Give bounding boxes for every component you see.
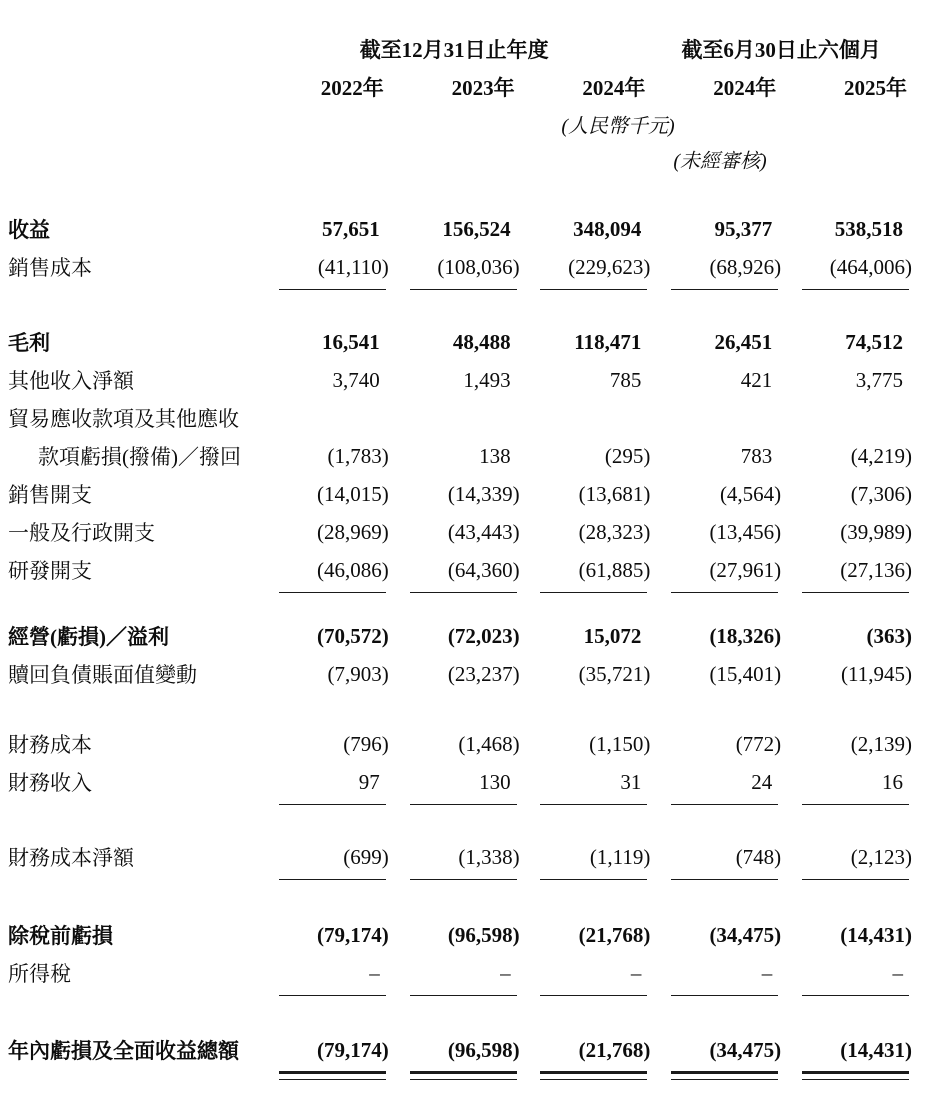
year-header-row <box>8 68 912 106</box>
amount-cell <box>258 1038 389 1063</box>
amount-value: 74,512 <box>845 329 903 354</box>
table-row <box>8 323 912 361</box>
amount-value: (13,456) <box>709 519 782 544</box>
amount-cell <box>258 770 389 795</box>
year-header-2024: 2024年 <box>582 76 646 100</box>
amount-cell <box>258 845 389 870</box>
amount-cell <box>258 217 389 242</box>
amount-value: – <box>630 960 642 985</box>
single-underline-row <box>8 286 912 302</box>
single-underline <box>540 995 647 996</box>
table-row <box>8 1031 912 1069</box>
single-underline-row <box>8 589 912 605</box>
amount-value: (43,443) <box>447 519 520 544</box>
double-underline <box>279 1071 386 1080</box>
financial-summary-table <box>8 30 912 1089</box>
table-row <box>8 655 912 693</box>
amount-cell <box>650 770 781 795</box>
amount-cell <box>258 558 389 583</box>
amount-value: 138 <box>479 443 511 468</box>
amount-cell <box>389 845 520 870</box>
single-underline <box>540 879 647 880</box>
double-underline-row <box>8 1069 912 1089</box>
row-spacer <box>8 817 912 838</box>
amount-value: (14,431) <box>840 922 912 947</box>
amount-cell <box>781 368 912 393</box>
amount-cell <box>389 662 520 687</box>
amount-value: (7,903) <box>327 661 389 686</box>
amount-value: (363) <box>866 623 912 648</box>
amount-value: 783 <box>740 443 773 468</box>
amount-value: (34,475) <box>709 1037 782 1062</box>
amount-value: (13,681) <box>578 481 651 506</box>
table-row <box>8 248 912 286</box>
amount-value: – <box>892 960 903 985</box>
period-group-interim: 截至6月30日止六個月 <box>681 38 881 62</box>
table-row <box>8 399 912 437</box>
amount-value: (27,136) <box>840 557 912 582</box>
amount-cell <box>781 482 912 507</box>
row-spacer <box>8 1008 912 1031</box>
row-label: 財務成本淨額 <box>8 846 134 870</box>
amount-cell <box>520 961 651 986</box>
double-underline <box>671 1071 778 1080</box>
row-label: 年內虧損及全面收益總額 <box>8 1039 239 1063</box>
row-spacer <box>8 693 912 725</box>
amount-cell <box>258 444 389 469</box>
double-underline <box>802 1071 909 1080</box>
amount-cell <box>650 330 781 355</box>
row-label: 毛利 <box>8 331 50 355</box>
amount-value: (2,123) <box>850 844 912 869</box>
single-underline-row <box>8 992 912 1008</box>
amount-value: (2,139) <box>850 731 912 756</box>
amount-cell <box>258 330 389 355</box>
amount-cell <box>650 520 781 545</box>
amount-value: (11,945) <box>841 661 912 686</box>
row-label: 研發開支 <box>8 559 92 583</box>
amount-cell <box>520 624 651 649</box>
amount-cell <box>650 845 781 870</box>
amount-cell <box>520 1038 651 1063</box>
amount-cell <box>650 961 781 986</box>
amount-value: (79,174) <box>317 922 389 947</box>
single-underline <box>802 289 909 290</box>
amount-value: (108,036) <box>437 254 520 279</box>
single-underline <box>279 804 386 805</box>
amount-cell <box>781 961 912 986</box>
table-row <box>8 838 912 876</box>
row-spacer <box>8 605 912 617</box>
amount-cell <box>258 732 389 757</box>
amount-cell <box>650 732 781 757</box>
row-label: 除稅前虧損 <box>8 924 113 948</box>
row-label: 經營(虧損)／溢利 <box>8 625 169 649</box>
amount-cell <box>520 923 651 948</box>
single-underline-row <box>8 801 912 817</box>
amount-value: 348,094 <box>573 216 642 241</box>
row-label: 銷售開支 <box>8 483 92 507</box>
amount-cell <box>258 368 389 393</box>
amount-cell <box>520 770 651 795</box>
amount-value: (1,468) <box>458 731 520 756</box>
row-label: 貿易應收款項及其他應收 <box>8 407 239 431</box>
amount-value: (1,150) <box>589 731 651 756</box>
amount-cell <box>389 1038 520 1063</box>
amount-value: (79,174) <box>317 1037 389 1062</box>
amount-value: 26,451 <box>714 329 773 354</box>
amount-value: (14,015) <box>317 481 389 506</box>
row-label: 銷售成本 <box>8 256 92 280</box>
single-underline <box>671 879 778 880</box>
amount-cell <box>650 255 781 280</box>
amount-value: 31 <box>620 769 642 794</box>
amount-cell <box>520 845 651 870</box>
amount-cell <box>520 520 651 545</box>
amount-value: (14,431) <box>840 1037 912 1062</box>
row-label: 財務收入 <box>8 771 92 795</box>
amount-cell <box>258 482 389 507</box>
amount-value: 156,524 <box>442 216 511 241</box>
single-underline <box>671 995 778 996</box>
amount-cell <box>781 1038 912 1063</box>
single-underline <box>540 804 647 805</box>
amount-value: – <box>500 960 511 985</box>
amount-value: 421 <box>740 367 773 392</box>
row-spacer <box>8 892 912 916</box>
amount-cell <box>389 732 520 757</box>
amount-cell <box>781 217 912 242</box>
amount-value: 97 <box>358 769 380 794</box>
table-row <box>8 513 912 551</box>
amount-value: (23,237) <box>447 661 520 686</box>
table-row <box>8 361 912 399</box>
table-row <box>8 725 912 763</box>
year-header-2022: 2022年 <box>320 76 384 100</box>
amount-cell <box>520 444 651 469</box>
amount-value: – <box>369 960 380 985</box>
amount-cell <box>650 444 781 469</box>
amount-cell <box>258 624 389 649</box>
row-label: 其他收入淨額 <box>8 369 134 393</box>
amount-value: (748) <box>735 844 782 869</box>
amount-value: (41,110) <box>317 254 389 279</box>
amount-value: 16 <box>881 769 903 794</box>
amount-value: (464,006) <box>829 254 912 279</box>
period-group-annual: 截至12月31日止年度 <box>359 38 549 62</box>
row-label: 財務成本 <box>8 733 92 757</box>
amount-cell <box>389 368 520 393</box>
amount-cell <box>781 732 912 757</box>
single-underline <box>540 592 647 593</box>
amount-value: 3,740 <box>332 367 380 392</box>
amount-cell <box>650 217 781 242</box>
amount-value: (70,572) <box>317 623 389 648</box>
unaudited-note-row <box>8 141 912 176</box>
amount-cell <box>781 624 912 649</box>
amount-cell <box>258 520 389 545</box>
amount-cell <box>650 558 781 583</box>
amount-value: (15,401) <box>709 661 782 686</box>
amount-cell <box>650 368 781 393</box>
amount-value: (229,623) <box>568 254 651 279</box>
amount-cell <box>781 770 912 795</box>
amount-value: (28,323) <box>578 519 651 544</box>
amount-value: 57,651 <box>322 216 380 241</box>
amount-value: (4,219) <box>850 443 912 468</box>
amount-cell <box>389 482 520 507</box>
single-underline-row <box>8 876 912 892</box>
amount-cell <box>781 255 912 280</box>
amount-value: (699) <box>343 844 389 869</box>
table-row <box>8 437 912 475</box>
single-underline <box>802 995 909 996</box>
amount-value: (28,969) <box>317 519 389 544</box>
single-underline <box>410 592 517 593</box>
single-underline <box>671 289 778 290</box>
currency-unit-note: (人民幣千元) <box>561 115 675 137</box>
single-underline <box>410 879 517 880</box>
single-underline <box>410 804 517 805</box>
year-header-2024-interim: 2024年 <box>713 76 777 100</box>
amount-value: 118,471 <box>574 329 642 354</box>
amount-cell <box>520 217 651 242</box>
row-label: 收益 <box>8 218 50 242</box>
table-row <box>8 210 912 248</box>
amount-value: (295) <box>604 443 651 468</box>
amount-value: 130 <box>479 769 511 794</box>
table-row <box>8 617 912 655</box>
amount-cell <box>781 520 912 545</box>
row-spacer <box>8 176 912 210</box>
amount-value: 3,775 <box>855 367 903 392</box>
amount-value: (35,721) <box>578 661 651 686</box>
table-body <box>8 176 912 1089</box>
amount-value: (21,768) <box>578 922 651 947</box>
amount-cell <box>389 520 520 545</box>
table-row <box>8 475 912 513</box>
amount-cell <box>389 770 520 795</box>
amount-value: (21,768) <box>578 1037 651 1062</box>
amount-value: (61,885) <box>578 557 651 582</box>
amount-value: (18,326) <box>709 623 782 648</box>
amount-value: 16,541 <box>322 329 380 354</box>
single-underline <box>279 995 386 996</box>
amount-value: (46,086) <box>317 557 389 582</box>
amount-value: (64,360) <box>447 557 520 582</box>
row-spacer <box>8 302 912 323</box>
amount-cell <box>389 961 520 986</box>
table-row <box>8 916 912 954</box>
amount-cell <box>650 624 781 649</box>
amount-value: 48,488 <box>452 329 511 354</box>
year-header-2023: 2023年 <box>451 76 515 100</box>
amount-cell <box>650 482 781 507</box>
single-underline <box>279 592 386 593</box>
amount-value: (14,339) <box>447 481 520 506</box>
amount-value: 1,493 <box>463 367 511 392</box>
amount-cell <box>258 961 389 986</box>
currency-note-row <box>8 106 912 141</box>
amount-value: (1,119) <box>589 844 651 869</box>
single-underline <box>671 804 778 805</box>
amount-cell <box>781 662 912 687</box>
amount-cell <box>650 1038 781 1063</box>
amount-cell <box>389 255 520 280</box>
amount-cell <box>389 923 520 948</box>
amount-cell <box>781 923 912 948</box>
single-underline <box>410 995 517 996</box>
amount-cell <box>258 662 389 687</box>
row-label: 一般及行政開支 <box>8 521 155 545</box>
amount-cell <box>520 732 651 757</box>
amount-value: (34,475) <box>709 922 782 947</box>
amount-cell <box>389 558 520 583</box>
amount-cell <box>781 558 912 583</box>
single-underline <box>802 804 909 805</box>
amount-cell <box>520 255 651 280</box>
double-underline <box>540 1071 647 1080</box>
year-header-2025-interim: 2025年 <box>843 76 907 100</box>
amount-value: (96,598) <box>447 922 520 947</box>
single-underline <box>802 879 909 880</box>
amount-value: (1,783) <box>327 443 389 468</box>
amount-value: 24 <box>751 769 773 794</box>
amount-cell <box>258 923 389 948</box>
amount-value: (4,564) <box>719 481 782 506</box>
amount-value: (7,306) <box>850 481 912 506</box>
amount-value: (39,989) <box>840 519 912 544</box>
amount-cell <box>258 255 389 280</box>
amount-value: (96,598) <box>447 1037 520 1062</box>
amount-cell <box>781 845 912 870</box>
amount-value: (68,926) <box>709 254 782 279</box>
single-underline <box>802 592 909 593</box>
amount-value: 15,072 <box>583 623 642 648</box>
period-group-header-row <box>8 30 912 68</box>
amount-cell <box>650 923 781 948</box>
amount-value: 785 <box>609 367 642 392</box>
amount-value: 538,518 <box>834 216 903 241</box>
amount-cell <box>389 217 520 242</box>
row-label: 所得稅 <box>8 962 71 986</box>
table-row <box>8 551 912 589</box>
amount-value: (796) <box>343 731 389 756</box>
double-underline <box>410 1071 517 1080</box>
table-row <box>8 954 912 992</box>
amount-value: (72,023) <box>447 623 520 648</box>
unaudited-note: (未經審核) <box>673 150 767 172</box>
amount-value: (772) <box>735 731 782 756</box>
single-underline <box>279 879 386 880</box>
amount-cell <box>520 662 651 687</box>
amount-value: – <box>761 960 773 985</box>
amount-cell <box>520 482 651 507</box>
single-underline <box>410 289 517 290</box>
amount-value: (27,961) <box>709 557 782 582</box>
row-label: 贖回負債賬面值變動 <box>8 663 197 687</box>
amount-cell <box>650 662 781 687</box>
single-underline <box>279 289 386 290</box>
amount-cell <box>520 330 651 355</box>
amount-cell <box>520 558 651 583</box>
row-label: 款項虧損(撥備)／撥回 <box>38 445 241 469</box>
amount-cell <box>781 330 912 355</box>
amount-cell <box>389 624 520 649</box>
amount-cell <box>520 368 651 393</box>
amount-cell <box>389 444 520 469</box>
table-row <box>8 763 912 801</box>
amount-value: (1,338) <box>458 844 520 869</box>
single-underline <box>671 592 778 593</box>
amount-value: 95,377 <box>714 216 773 241</box>
single-underline <box>540 289 647 290</box>
amount-cell <box>389 330 520 355</box>
amount-cell <box>781 444 912 469</box>
